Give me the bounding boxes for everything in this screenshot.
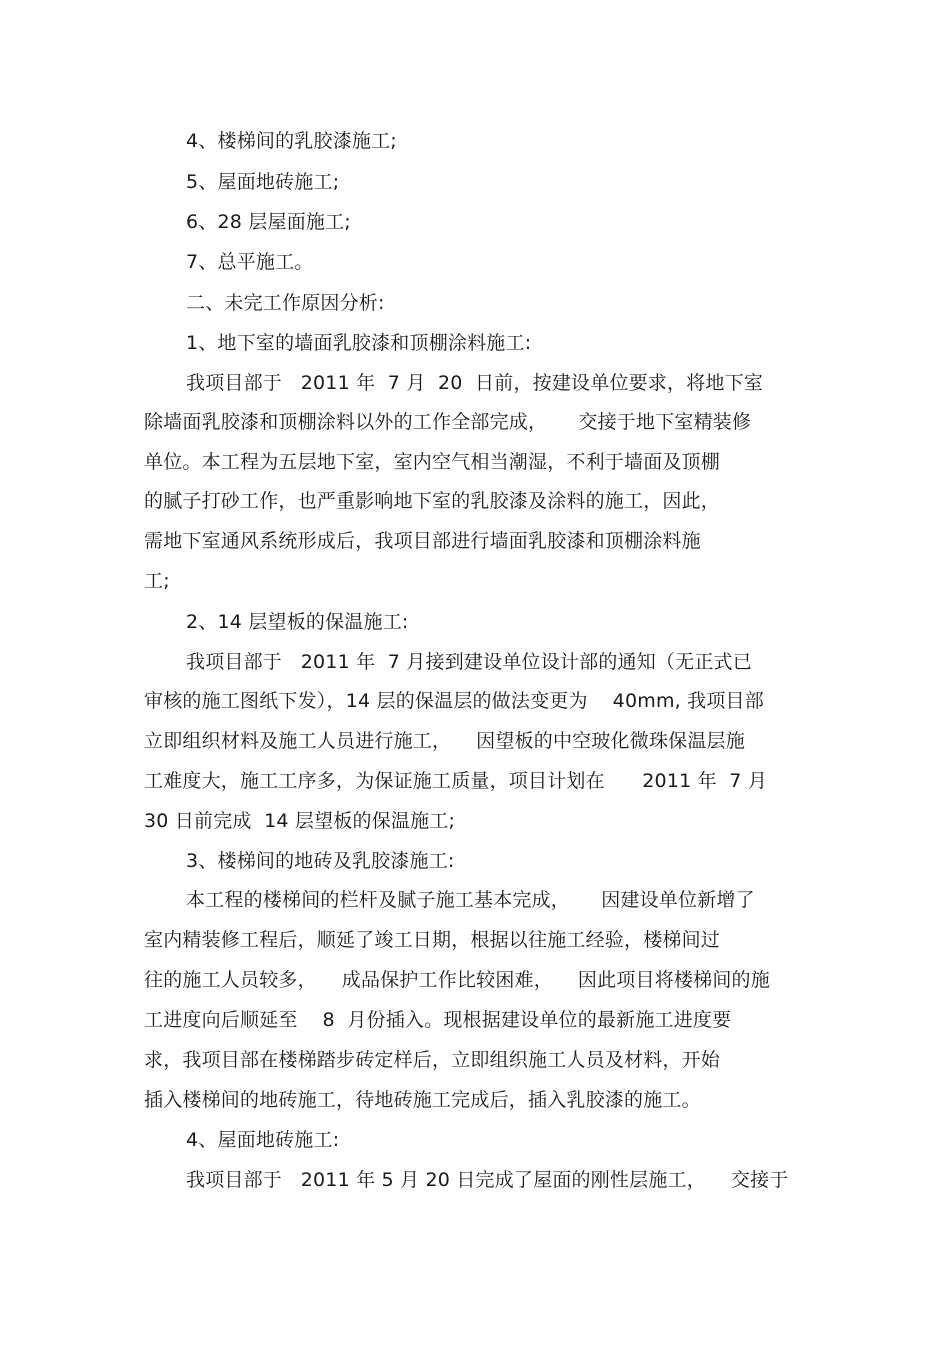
subsection-heading: 4、屋面地砖施工: xyxy=(186,1129,340,1151)
paragraph-line: 工; xyxy=(144,570,170,592)
subsection-heading: 1、地下室的墙面乳胶漆和顶棚涂料施工: xyxy=(186,332,532,354)
paragraph-line: 审核的施工图纸下发），14 层的保温层的做法变更为 40mm, 我项目部 xyxy=(144,690,764,712)
paragraph-line: 需地下室通风系统形成后，我项目部进行墙面乳胶漆和顶棚涂料施 xyxy=(144,530,701,552)
paragraph-line: 30 日前完成 14 层望板的保温施工; xyxy=(144,810,456,832)
paragraph-line: 我项目部于 2011 年 5 月 20 日完成了屋面的刚性层施工， 交接于 xyxy=(186,1169,789,1191)
section-heading: 二、未完工作原因分析: xyxy=(186,292,385,314)
paragraph-line: 插入楼梯间的地砖施工，待地砖施工完成后，插入乳胶漆的施工。 xyxy=(144,1089,701,1111)
list-item: 7、总平施工。 xyxy=(186,251,314,273)
paragraph-line: 的腻子打砂工作，也严重影响地下室的乳胶漆及涂料的施工，因此， xyxy=(144,490,721,512)
paragraph-line: 工进度向后顺延至 8 月份插入。现根据建设单位的最新施工进度要 xyxy=(144,1009,732,1031)
list-item: 4、楼梯间的乳胶漆施工; xyxy=(186,130,397,152)
paragraph-line: 求，我项目部在楼梯踏步砖定样后，立即组织施工人员及材料，开始 xyxy=(144,1049,721,1071)
paragraph-line: 本工程的楼梯间的栏杆及腻子施工基本完成， 因建设单位新增了 xyxy=(186,889,755,911)
paragraph-line: 单位。本工程为五层地下室，室内空气相当潮湿，不利于墙面及顶棚 xyxy=(144,451,721,473)
paragraph-line: 工难度大，施工工序多，为保证施工质量，项目计划在 2011 年 7 月 xyxy=(144,770,768,792)
paragraph-line: 除墙面乳胶漆和顶棚涂料以外的工作全部完成， 交接于地下室精装修 xyxy=(144,411,752,433)
paragraph-line: 往的施工人员较多， 成品保护工作比较困难， 因此项目将楼梯间的施 xyxy=(144,969,770,991)
paragraph-line: 室内精装修工程后，顺延了竣工日期，根据以往施工经验，楼梯间过 xyxy=(144,929,721,951)
list-item: 6、28 层屋面施工; xyxy=(186,211,351,233)
subsection-heading: 2、14 层望板的保温施工: xyxy=(186,611,409,633)
paragraph-line: 我项目部于 2011 年 7 月 20 日前，按建设单位要求，将地下室 xyxy=(186,372,764,394)
subsection-heading: 3、楼梯间的地砖及乳胶漆施工: xyxy=(186,850,455,872)
paragraph-line: 我项目部于 2011 年 7 月接到建设单位设计部的通知（无正式已 xyxy=(186,651,752,673)
list-item: 5、屋面地砖施工; xyxy=(186,171,340,193)
paragraph-line: 立即组织材料及施工人员进行施工， 因望板的中空玻化微珠保温层施 xyxy=(144,730,745,752)
